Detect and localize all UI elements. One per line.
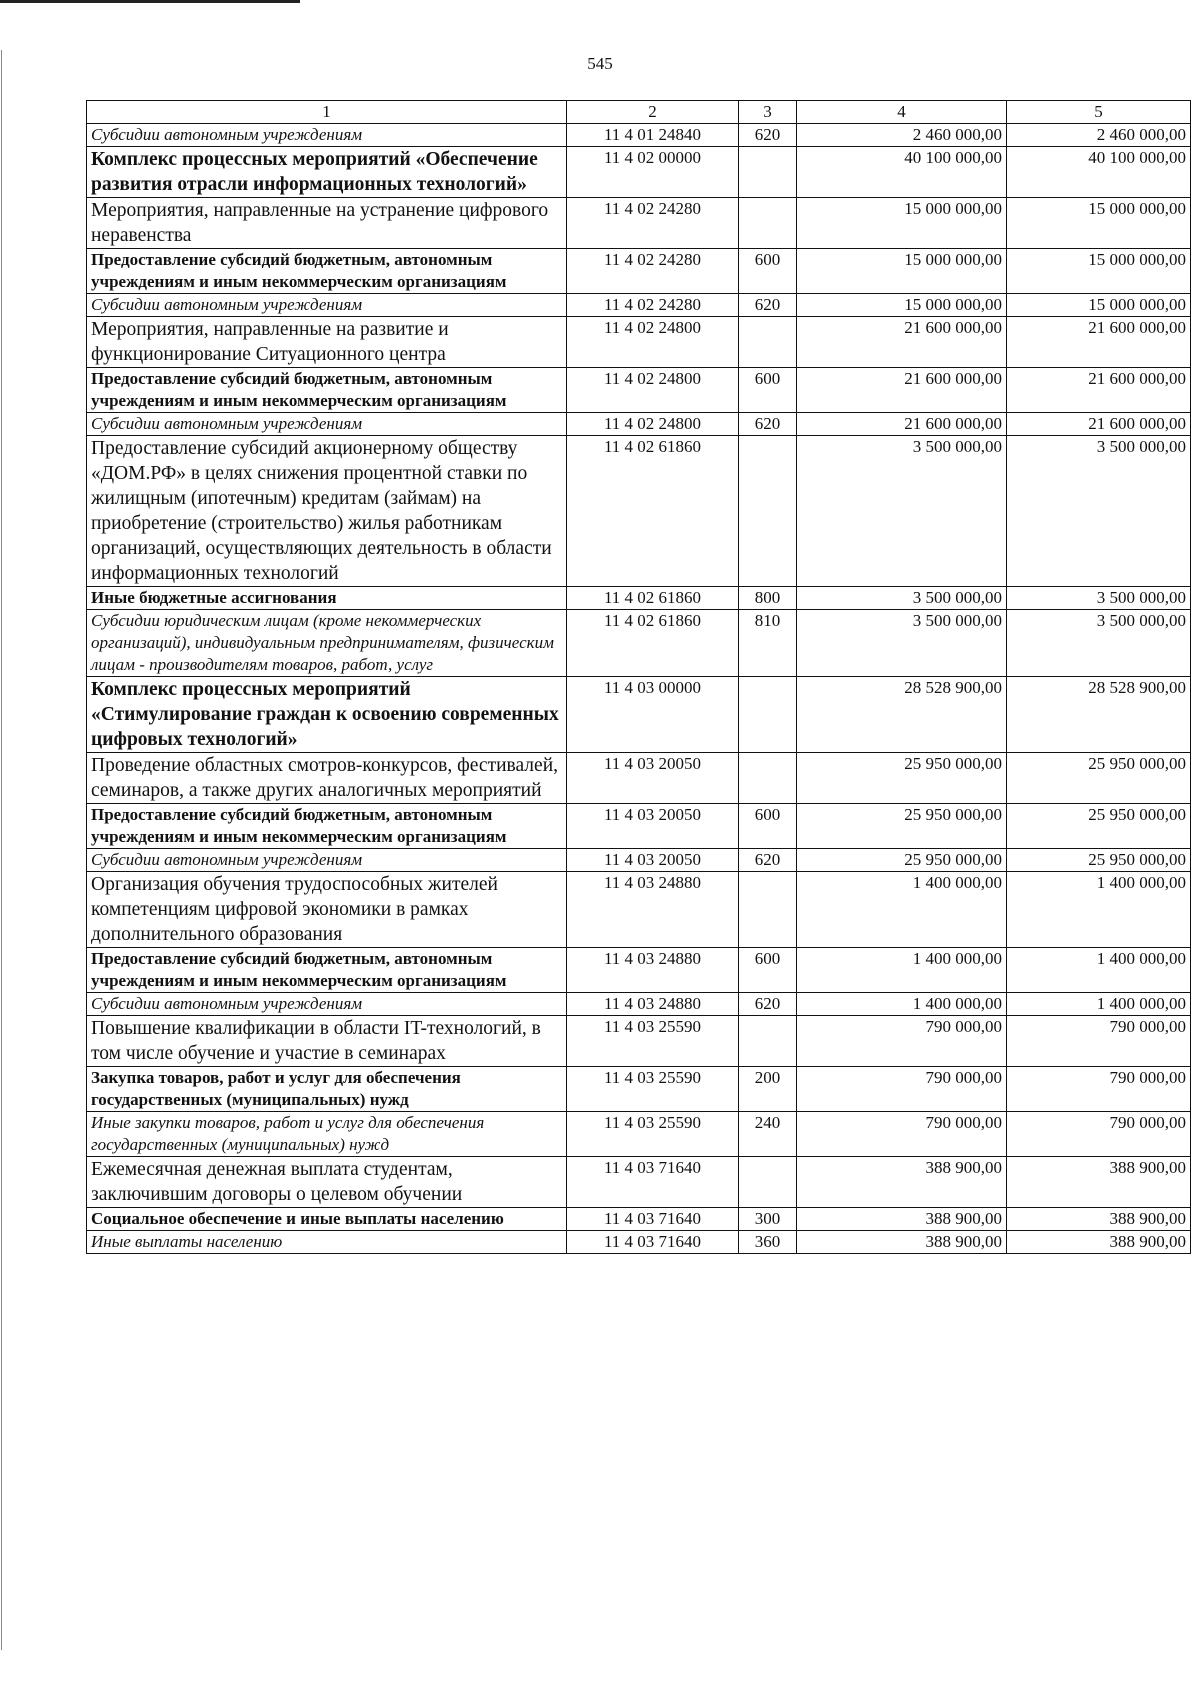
row-expense-type: [739, 872, 797, 948]
row-expense-type: 300: [739, 1208, 797, 1231]
row-sum-year-1: 21 600 000,00: [797, 413, 1007, 436]
top-rule: [0, 0, 300, 3]
table-row: [87, 849, 1191, 872]
row-name: Повышение квалификации в области IT-технологий, в том числе обучение и участие в семинарах: [87, 1016, 567, 1067]
row-name: Иные бюджетные ассигнования: [87, 587, 567, 610]
row-code: 11 4 03 20050: [567, 849, 739, 872]
row-code: 11 4 02 00000: [567, 147, 739, 198]
row-expense-type: [739, 1016, 797, 1067]
row-sum-year-2: 25 950 000,00: [1007, 849, 1191, 872]
row-expense-type: [739, 677, 797, 753]
row-expense-type: [739, 198, 797, 249]
row-sum-year-2: 25 950 000,00: [1007, 804, 1191, 849]
row-name: Проведение областных смотров-конкурсов, фестивалей, семинаров, а также других аналогичных мероприятий: [87, 753, 567, 804]
row-sum-year-2: 21 600 000,00: [1007, 317, 1191, 368]
row-sum-year-2: 21 600 000,00: [1007, 413, 1191, 436]
row-expense-type: 600: [739, 948, 797, 993]
row-code: 11 4 03 71640: [567, 1231, 739, 1254]
row-code: 11 4 02 24280: [567, 198, 739, 249]
table-row: [87, 436, 1191, 587]
row-sum-year-2: 790 000,00: [1007, 1067, 1191, 1112]
row-sum-year-1: 25 950 000,00: [797, 753, 1007, 804]
row-sum-year-2: 15 000 000,00: [1007, 294, 1191, 317]
row-name: Мероприятия, направленные на устранение цифрового неравенства: [87, 198, 567, 249]
row-code: 11 4 02 24800: [567, 368, 739, 413]
header-col-3: 3: [739, 101, 797, 124]
row-name: Субсидии автономным учреждениям: [87, 294, 567, 317]
table-row: [87, 1016, 1191, 1067]
row-code: 11 4 03 24880: [567, 872, 739, 948]
row-code: 11 4 02 24280: [567, 294, 739, 317]
table-row: [87, 124, 1191, 147]
row-expense-type: 810: [739, 610, 797, 677]
row-expense-type: 600: [739, 249, 797, 294]
row-name: Субсидии автономным учреждениям: [87, 849, 567, 872]
row-name: Предоставление субсидий бюджетным, автономным учреждениям и иным некоммерческим организациям: [87, 804, 567, 849]
row-sum-year-2: 388 900,00: [1007, 1231, 1191, 1254]
row-name: Субсидии автономным учреждениям: [87, 413, 567, 436]
row-code: 11 4 03 71640: [567, 1157, 739, 1208]
row-expense-type: 200: [739, 1067, 797, 1112]
table-row: [87, 147, 1191, 198]
row-expense-type: 620: [739, 849, 797, 872]
row-expense-type: 620: [739, 993, 797, 1016]
row-name: Иные закупки товаров, работ и услуг для обеспечения государственных (муниципальных) нужд: [87, 1112, 567, 1157]
row-sum-year-2: 3 500 000,00: [1007, 436, 1191, 587]
row-expense-type: 360: [739, 1231, 797, 1254]
row-sum-year-2: 1 400 000,00: [1007, 872, 1191, 948]
row-name: Комплекс процессных мероприятий «Стимулирование граждан к освоению современных цифровых технологий»: [87, 677, 567, 753]
row-expense-type: [739, 317, 797, 368]
row-name: Предоставление субсидий бюджетным, автономным учреждениям и иным некоммерческим организациям: [87, 249, 567, 294]
row-code: 11 4 03 20050: [567, 804, 739, 849]
row-sum-year-1: 21 600 000,00: [797, 368, 1007, 413]
row-expense-type: [739, 147, 797, 198]
row-sum-year-1: 2 460 000,00: [797, 124, 1007, 147]
row-sum-year-1: 15 000 000,00: [797, 198, 1007, 249]
row-sum-year-1: 1 400 000,00: [797, 872, 1007, 948]
row-sum-year-2: 3 500 000,00: [1007, 587, 1191, 610]
row-name: Ежемесячная денежная выплата студентам, заключившим договоры о целевом обучении: [87, 1157, 567, 1208]
row-name: Комплекс процессных мероприятий «Обеспечение развития отрасли информационных технологий»: [87, 147, 567, 198]
row-expense-type: 600: [739, 804, 797, 849]
left-margin-rule: [1, 50, 2, 1650]
page-number: 545: [587, 54, 613, 73]
row-code: 11 4 01 24840: [567, 124, 739, 147]
row-sum-year-2: 25 950 000,00: [1007, 753, 1191, 804]
row-expense-type: [739, 436, 797, 587]
row-sum-year-1: 388 900,00: [797, 1157, 1007, 1208]
header-col-2: 2: [567, 101, 739, 124]
row-name: Субсидии автономным учреждениям: [87, 124, 567, 147]
row-sum-year-1: 3 500 000,00: [797, 610, 1007, 677]
row-expense-type: [739, 1157, 797, 1208]
table-row: [87, 249, 1191, 294]
row-sum-year-1: 28 528 900,00: [797, 677, 1007, 753]
row-sum-year-2: 388 900,00: [1007, 1157, 1191, 1208]
row-sum-year-2: 21 600 000,00: [1007, 368, 1191, 413]
row-sum-year-2: 1 400 000,00: [1007, 948, 1191, 993]
row-sum-year-1: 15 000 000,00: [797, 249, 1007, 294]
row-code: 11 4 03 20050: [567, 753, 739, 804]
row-code: 11 4 03 25590: [567, 1016, 739, 1067]
table-row: [87, 368, 1191, 413]
row-code: 11 4 02 61860: [567, 587, 739, 610]
table-row: [87, 677, 1191, 753]
table-row: [87, 1231, 1191, 1254]
row-name: Иные выплаты населению: [87, 1231, 567, 1254]
row-expense-type: 240: [739, 1112, 797, 1157]
row-code: 11 4 03 71640: [567, 1208, 739, 1231]
row-expense-type: [739, 753, 797, 804]
row-sum-year-1: 25 950 000,00: [797, 849, 1007, 872]
row-sum-year-2: 15 000 000,00: [1007, 249, 1191, 294]
row-name: Предоставление субсидий бюджетным, автономным учреждениям и иным некоммерческим организациям: [87, 948, 567, 993]
row-code: 11 4 03 25590: [567, 1112, 739, 1157]
row-name: Закупка товаров, работ и услуг для обеспечения государственных (муниципальных) нужд: [87, 1067, 567, 1112]
table-row: [87, 872, 1191, 948]
row-sum-year-1: 21 600 000,00: [797, 317, 1007, 368]
row-sum-year-1: 3 500 000,00: [797, 587, 1007, 610]
table-row: [87, 587, 1191, 610]
row-sum-year-1: 790 000,00: [797, 1016, 1007, 1067]
row-code: 11 4 03 24880: [567, 993, 739, 1016]
table-row: [87, 198, 1191, 249]
row-sum-year-2: 2 460 000,00: [1007, 124, 1191, 147]
row-sum-year-2: 790 000,00: [1007, 1112, 1191, 1157]
table-row: [87, 993, 1191, 1016]
table-row: [87, 413, 1191, 436]
table-row: [87, 804, 1191, 849]
table-row: [87, 948, 1191, 993]
row-code: 11 4 03 00000: [567, 677, 739, 753]
row-sum-year-1: 388 900,00: [797, 1231, 1007, 1254]
table-row: [87, 1112, 1191, 1157]
row-name: Субсидии автономным учреждениям: [87, 993, 567, 1016]
row-code: 11 4 02 24800: [567, 413, 739, 436]
row-sum-year-1: 15 000 000,00: [797, 294, 1007, 317]
row-name: Предоставление субсидий бюджетным, автономным учреждениям и иным некоммерческим организациям: [87, 368, 567, 413]
row-sum-year-2: 40 100 000,00: [1007, 147, 1191, 198]
row-expense-type: 600: [739, 368, 797, 413]
header-col-1: 1: [87, 101, 567, 124]
budget-table: [86, 100, 1191, 1254]
table-row: [87, 317, 1191, 368]
row-name: Предоставление субсидий акционерному обществу «ДОМ.РФ» в целях снижения процентной ставки по жилищным (ипотечным) кредитам (займам) на приобретение (строительство) жилья работникам организаций, осуществляющих деятельность в области информационных технологий: [87, 436, 567, 587]
table-row: [87, 1067, 1191, 1112]
row-name: Социальное обеспечение и иные выплаты населению: [87, 1208, 567, 1231]
row-sum-year-1: 790 000,00: [797, 1112, 1007, 1157]
row-sum-year-1: 3 500 000,00: [797, 436, 1007, 587]
header-col-5: 5: [1007, 101, 1191, 124]
row-code: 11 4 02 61860: [567, 610, 739, 677]
row-code: 11 4 03 24880: [567, 948, 739, 993]
table-row: [87, 294, 1191, 317]
row-sum-year-2: 3 500 000,00: [1007, 610, 1191, 677]
row-sum-year-2: 790 000,00: [1007, 1016, 1191, 1067]
row-sum-year-1: 1 400 000,00: [797, 993, 1007, 1016]
table-row: [87, 1157, 1191, 1208]
budget-table-body: [87, 101, 1191, 1254]
row-expense-type: 620: [739, 124, 797, 147]
row-name: Субсидии юридическим лицам (кроме некоммерческих организаций), индивидуальным предпринимателям, физическим лицам - производителям товаров, работ, услуг: [87, 610, 567, 677]
row-sum-year-1: 790 000,00: [797, 1067, 1007, 1112]
row-code: 11 4 02 61860: [567, 436, 739, 587]
row-sum-year-2: 1 400 000,00: [1007, 993, 1191, 1016]
row-sum-year-1: 40 100 000,00: [797, 147, 1007, 198]
header-row: [87, 101, 1191, 124]
row-code: 11 4 02 24800: [567, 317, 739, 368]
row-sum-year-2: 15 000 000,00: [1007, 198, 1191, 249]
row-expense-type: 620: [739, 294, 797, 317]
row-sum-year-2: 388 900,00: [1007, 1208, 1191, 1231]
row-sum-year-1: 388 900,00: [797, 1208, 1007, 1231]
row-name: Мероприятия, направленные на развитие и функционирование Ситуационного центра: [87, 317, 567, 368]
row-code: 11 4 03 25590: [567, 1067, 739, 1112]
table-row: [87, 753, 1191, 804]
row-expense-type: 800: [739, 587, 797, 610]
row-sum-year-1: 1 400 000,00: [797, 948, 1007, 993]
row-sum-year-2: 28 528 900,00: [1007, 677, 1191, 753]
table-row: [87, 1208, 1191, 1231]
header-col-4: 4: [797, 101, 1007, 124]
row-name: Организация обучения трудоспособных жителей компетенциям цифровой экономики в рамках дополнительного образования: [87, 872, 567, 948]
row-sum-year-1: 25 950 000,00: [797, 804, 1007, 849]
row-code: 11 4 02 24280: [567, 249, 739, 294]
row-expense-type: 620: [739, 413, 797, 436]
table-row: [87, 610, 1191, 677]
